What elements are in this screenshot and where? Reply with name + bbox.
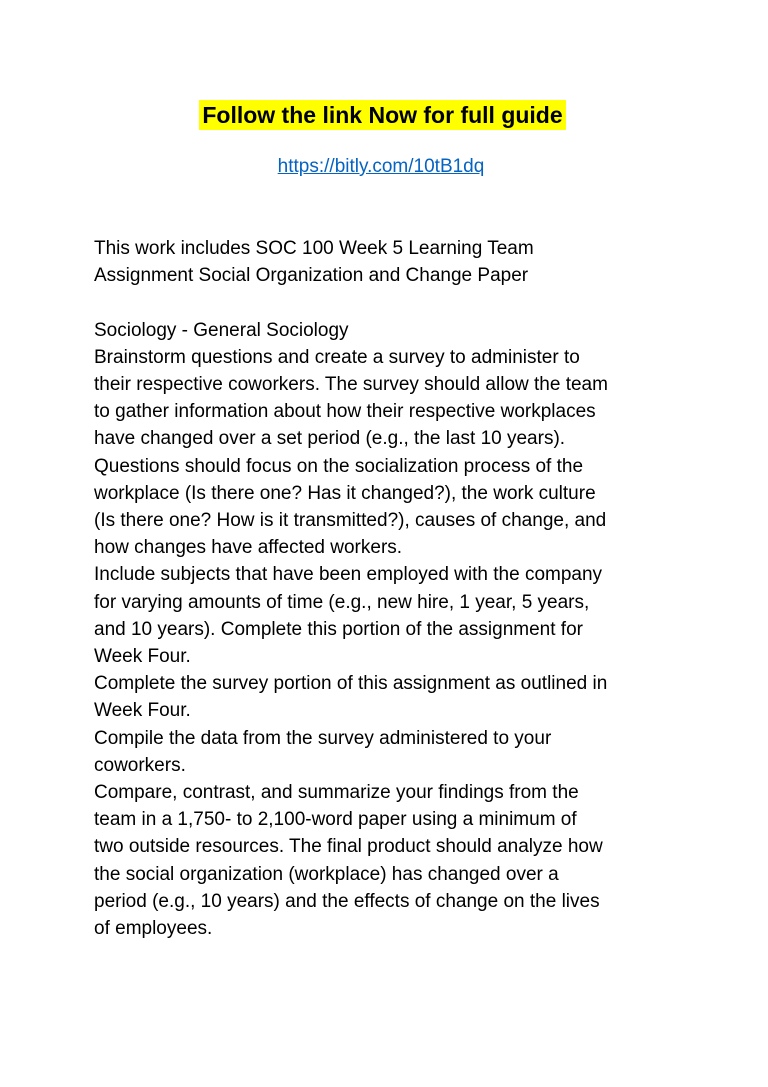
paragraph-line: Complete the survey portion of this assignment as outlined in <box>94 673 608 695</box>
paragraph-line: how changes have affected workers. <box>94 537 403 559</box>
headline-highlighted: Follow the link Now for full guide <box>199 100 565 130</box>
paragraph-line: Questions should focus on the socialization process of the <box>94 455 584 477</box>
paragraph-5 <box>94 779 694 942</box>
paragraph-line: Week Four. <box>94 700 191 722</box>
paragraph-4 <box>94 725 694 779</box>
paragraph-line: Compile the data from the survey administered to your <box>94 727 552 749</box>
guide-link[interactable]: https://bitly.com/10tB1dq <box>277 156 485 177</box>
paragraph-line: Compare, contrast, and summarize your findings from the <box>94 782 579 804</box>
category-line: Sociology - General Sociology <box>94 319 349 341</box>
paragraph-line: Include subjects that have been employed with the company <box>94 564 603 586</box>
document-body <box>94 235 694 942</box>
blank-line <box>94 289 694 316</box>
paragraph-line: have changed over a set period (e.g., the last 10 years). <box>94 428 566 450</box>
paragraph-line: team in a 1,750- to 2,100-word paper using a minimum of <box>94 809 577 831</box>
paragraph-line: Week Four. <box>94 646 191 668</box>
intro-line: Assignment Social Organization and Change Paper <box>94 265 529 287</box>
headline-row <box>0 96 768 138</box>
paragraph-line: (Is there one? How is it transmitted?), causes of change, and <box>94 510 607 532</box>
paragraph-line: workplace (Is there one? Has it changed?), the work culture <box>94 482 596 504</box>
paragraph-line: the social organization (workplace) has changed over a <box>94 863 559 885</box>
paragraph-line: two outside resources. The final product should analyze how <box>94 836 603 858</box>
paragraph-line: and 10 years). Complete this portion of the assignment for <box>94 618 583 640</box>
intro-line: This work includes SOC 100 Week 5 Learning Team <box>94 238 534 259</box>
paragraph-3 <box>94 670 694 724</box>
paragraph-line: for varying amounts of time (e.g., new hire, 1 year, 5 years, <box>94 591 590 613</box>
paragraph-line: of employees. <box>94 918 213 940</box>
paragraph-2 <box>94 561 694 670</box>
paragraph-line: to gather information about how their respective workplaces <box>94 401 596 423</box>
paragraph-line: coworkers. <box>94 754 186 776</box>
paragraph-1 <box>94 344 694 562</box>
paragraph-line: period (e.g., 10 years) and the effects of change on the lives <box>94 890 600 912</box>
paragraph-line: Brainstorm questions and create a survey to administer to <box>94 346 580 368</box>
intro-paragraph <box>94 235 694 289</box>
paragraph-line: their respective coworkers. The survey should allow the team <box>94 374 608 395</box>
link-row <box>0 150 768 185</box>
